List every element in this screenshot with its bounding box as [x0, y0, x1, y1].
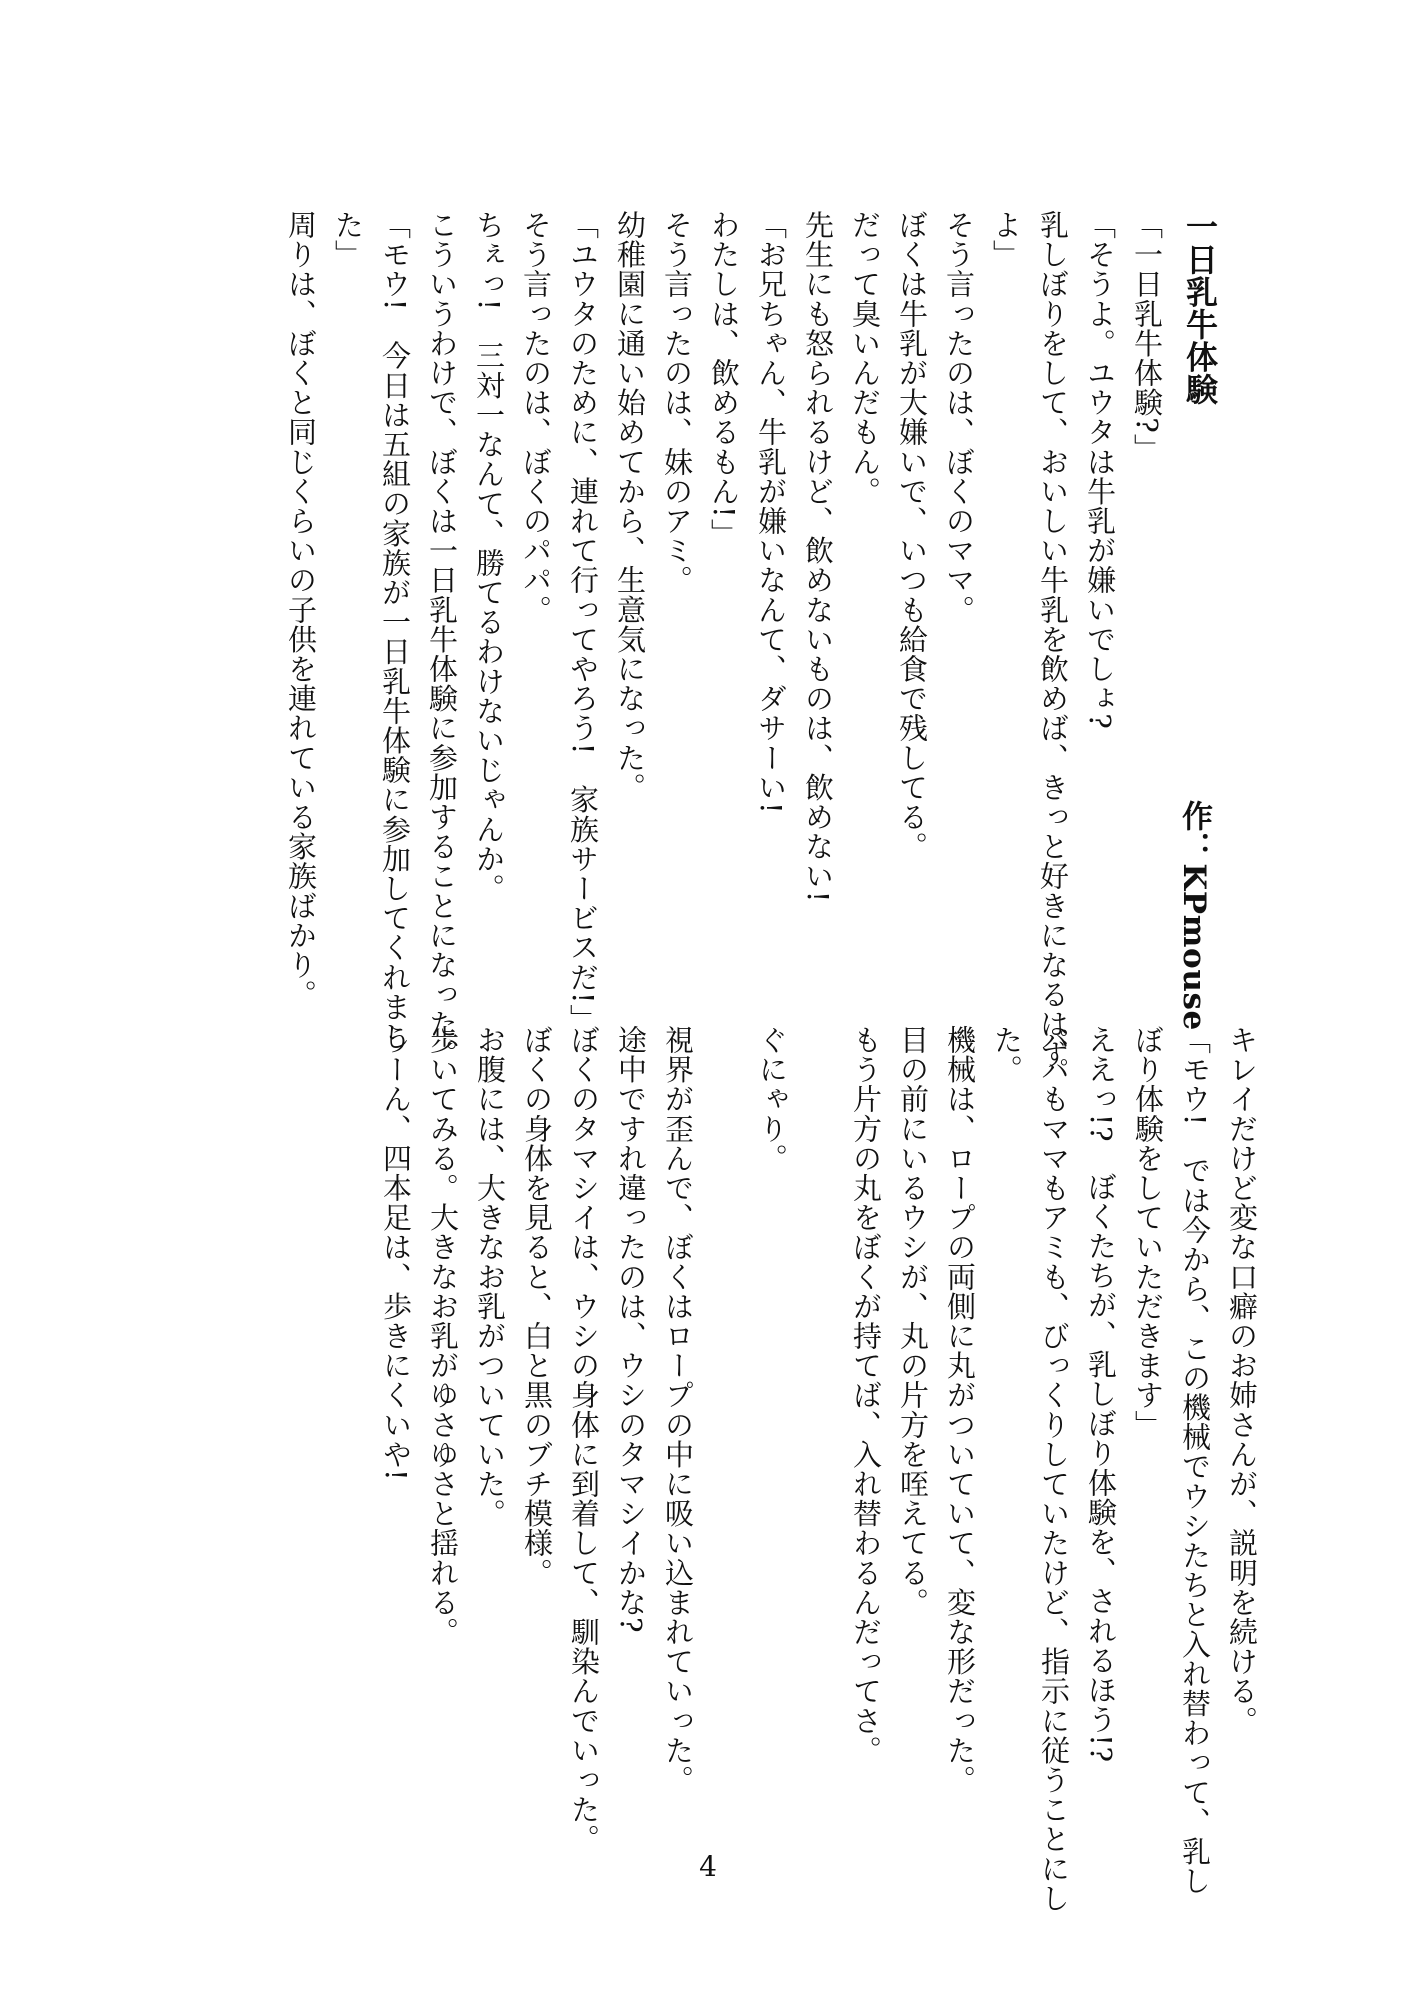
text-line: だって臭いんだもん。: [848, 210, 882, 506]
text-line: た。: [990, 1025, 1024, 1085]
text-line: そう言ったのは、ぼくのママ。: [942, 210, 976, 625]
text-line: ぼり体験をしていただきます」: [1131, 1025, 1165, 1440]
text-line: 「ユウタのために、連れて行ってやろう! 家族サービスだ!」: [566, 210, 600, 1034]
text-line: 途中ですれ違ったのは、ウシのタマシイかな?: [614, 1025, 648, 1634]
story-title: 一日乳牛体験: [1181, 210, 1219, 406]
text-line: お腹には、大きなお乳がついていた。: [473, 1025, 507, 1529]
text-line: ぼくのタマシイは、ウシの身体に到着して、馴染んでいった。: [567, 1025, 601, 1854]
text-line: ええっ!? ぼくたちが、乳しぼり体験を、されるほう!?: [1084, 1025, 1118, 1763]
text-line: キレイだけど変な口癖のお姉さんが、説明を続ける。: [1225, 1025, 1259, 1736]
text-line: こういうわけで、ぼくは一日乳牛体験に参加することになった。: [425, 210, 459, 1069]
text-line: ぼくは牛乳が大嫌いで、いつも給食で残してる。: [895, 210, 929, 862]
text-line: 周りは、ぼくと同じくらいの子供を連れている家族ばかり。: [284, 210, 318, 1010]
text-line: もう片方の丸をぼくが持てば、入れ替わるんだってさ。: [849, 1025, 883, 1765]
text-line: 機械は、ロープの両側に丸がついていて、変な形だった。: [943, 1025, 977, 1795]
text-line: 視界が歪んで、ぼくはロープの中に吸い込まれていった。: [661, 1025, 695, 1795]
text-line: 歩いてみる。大きなお乳がゆさゆさと揺れる。: [426, 1025, 460, 1647]
text-line: ぼくの身体を見ると、白と黒のブチ模様。: [520, 1025, 554, 1588]
author-credit: 作：KPmouse: [1176, 800, 1212, 1031]
text-line: パパもママもアミも、びっくりしていたけど、指示に従うことにし: [1037, 1025, 1071, 1913]
text-line: 乳しぼりをして、おいしい牛乳を飲めば、きっと好きになるはず: [1036, 210, 1070, 1069]
text-line: 「モウ! では今から、この機械でウシたちと入れ替わって、乳し: [1178, 1025, 1212, 1896]
text-line: よ」: [989, 210, 1023, 270]
text-line: 「お兄ちゃん、牛乳が嫌いなんて、ダサーい!: [754, 210, 788, 815]
text-line: た」: [331, 210, 365, 270]
text-line: 「一日乳牛体験?」: [1130, 210, 1164, 463]
text-line: ちぇっ! 三対一なんて、勝てるわけないじゃんか。: [472, 210, 506, 904]
page-number: 4: [699, 1850, 717, 1883]
text-line: うーん、四本足は、歩きにくいや!: [379, 1025, 413, 1482]
text-line: ぐにゃり。: [755, 1025, 789, 1173]
text-line: 「モウ! 今日は五組の家族が一日乳牛体験に参加してくれまし: [378, 210, 412, 1052]
text-line: 目の前にいるウシが、丸の片方を咥えてる。: [896, 1025, 930, 1617]
text-line: そう言ったのは、妹のアミ。: [660, 210, 694, 595]
text-line: 先生にも怒られるけど、飲めないものは、飲めない!: [801, 210, 835, 904]
text-line: 幼稚園に通い始めてから、生意気になった。: [613, 210, 647, 802]
text-line: わたしは、飲めるもん!」: [707, 210, 741, 548]
text-line: 「そうよ。ユウタは牛乳が嫌いでしょ?: [1083, 210, 1117, 730]
text-line: そう言ったのは、ぼくのパパ。: [519, 210, 553, 625]
